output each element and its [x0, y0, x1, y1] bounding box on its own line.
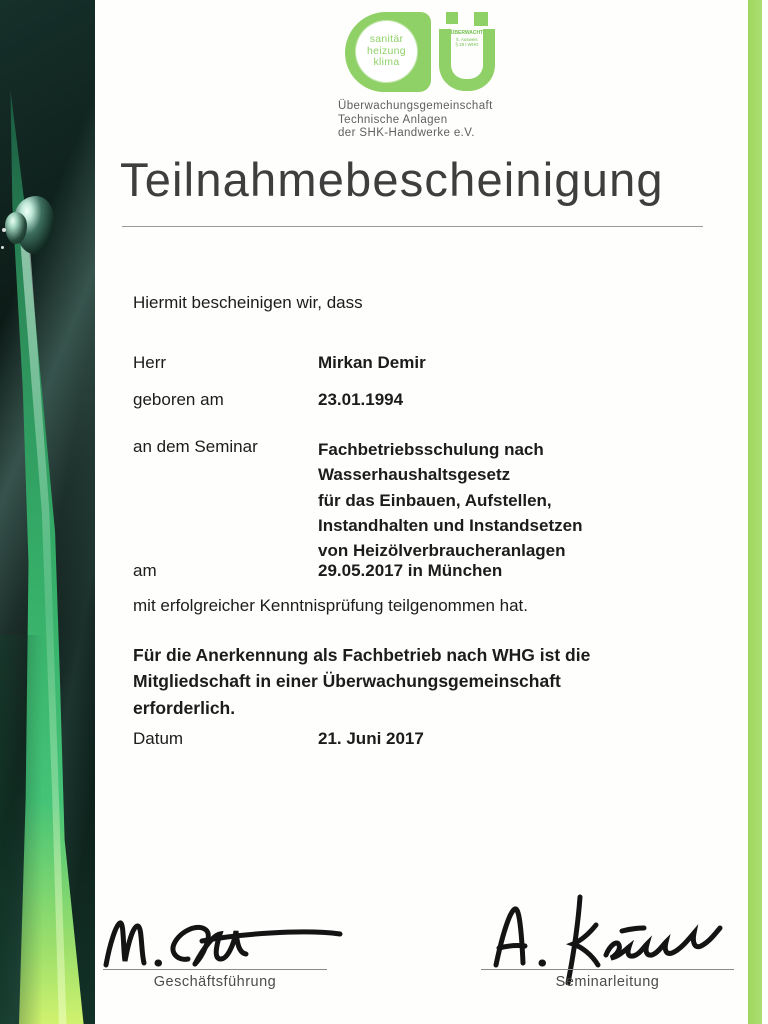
seminar-label: an dem Seminar — [133, 437, 258, 456]
seminar-title-line: Wasserhaushaltsgesetz — [318, 465, 511, 485]
seminar-title-line: für das Einbauen, Aufstellen, — [318, 490, 552, 510]
green-border-strip — [748, 0, 762, 1024]
whg-notice-line: Mitgliedschaft in einer Überwachungsgemeinschaft — [133, 671, 561, 692]
signature-line — [481, 969, 734, 970]
issue-date-value: 21. Juni 2017 — [318, 729, 424, 748]
shk-emblem-icon — [345, 12, 431, 92]
ue-seal-line: § 19 l WHG — [455, 42, 479, 47]
person-label: Herr — [133, 353, 167, 372]
shk-uewg-logo — [345, 12, 495, 94]
ue-dot-right — [474, 12, 488, 26]
signature-role-right: Seminarleitung — [555, 974, 660, 990]
grass-photo-strip — [0, 0, 95, 1024]
ue-mark-icon — [439, 12, 495, 92]
seminar-date-value: 29.05.2017 in München — [318, 561, 503, 580]
signature-role-left: Geschäftsführung — [153, 974, 277, 990]
birthdate-label: geboren am — [133, 390, 224, 409]
certificate-title: Teilnahmebescheinigung — [120, 153, 664, 206]
emblem-text-line: sanitär — [369, 33, 404, 46]
whg-notice — [133, 642, 713, 721]
ue-dot-left — [446, 12, 458, 24]
org-line: Technische Anlagen — [338, 113, 448, 126]
org-line: Überwachungsgemeinschaft — [338, 100, 493, 112]
seminar-title-line: Fachbetriebsschulung nach — [318, 440, 544, 459]
ue-seal-line: lt. Ausweis — [456, 36, 478, 42]
signature-line — [103, 969, 327, 970]
birthdate-value: 23.01.1994 — [318, 390, 404, 409]
seminar-title-line: von Heizölverbraucheranlagen — [318, 541, 566, 561]
ue-seal-line: ÜBERWACHT — [450, 30, 484, 36]
signature-geschaeftsfuehrung — [98, 901, 350, 973]
strip-bottom-shade — [0, 635, 95, 1024]
seminar-title — [318, 437, 582, 563]
org-line: der SHK-Handwerke e.V. — [338, 127, 475, 139]
organization-name — [338, 100, 493, 141]
ue-seal-text — [450, 31, 484, 48]
issue-date-label: Datum — [133, 729, 184, 748]
seminar-date-label: am — [133, 561, 157, 580]
emblem-text-line: klima — [373, 56, 400, 69]
seminar-title-line: Instandhalten und Instandsetzen — [318, 515, 583, 535]
sparkle-dot — [2, 228, 6, 232]
shk-emblem-circle — [355, 20, 418, 83]
outro-text: mit erfolgreicher Kenntnisprüfung teilgenommen hat. — [133, 596, 528, 615]
person-name: Mirkan Demir — [318, 353, 426, 372]
whg-notice-line: Für die Anerkennung als Fachbetrieb nach WHG ist die — [133, 645, 591, 665]
whg-notice-line: erforderlich. — [133, 697, 236, 718]
title-underline — [122, 226, 703, 227]
emblem-text-line: heizung — [367, 44, 406, 57]
signature-seminarleitung — [482, 893, 740, 985]
intro-text: Hiermit bescheinigen wir, dass — [133, 293, 363, 312]
sparkle-dot — [1, 246, 4, 249]
